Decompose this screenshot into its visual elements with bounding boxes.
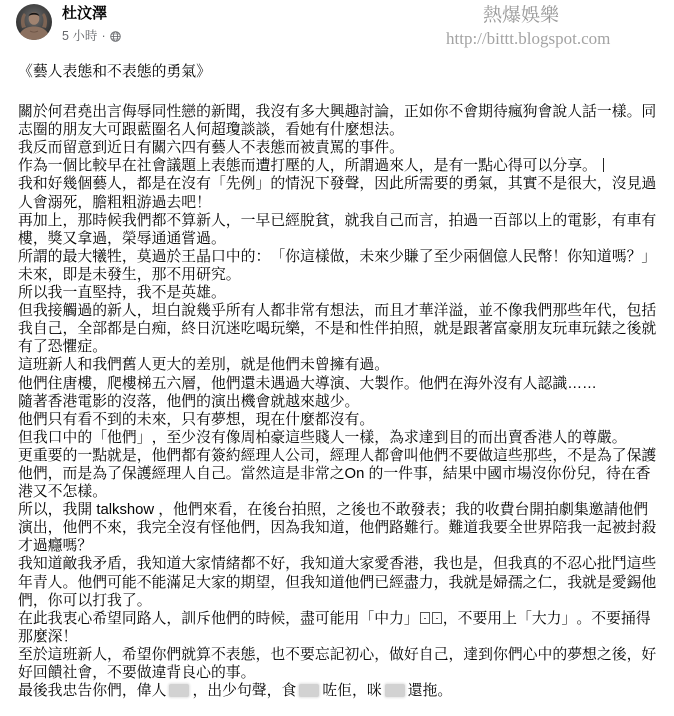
post-paragraph: 所謂的最大犧牲，莫過於王晶口中的：「你這樣做，未來少賺了至少兩個億人民幣！你知道嗎？」: [18, 248, 657, 265]
post-paragraph: [18, 682, 660, 700]
post-paragraph: [18, 610, 660, 646]
post-header: [0, 0, 440, 50]
paragraph-text: 最後我忠告你們，偉人: [18, 683, 167, 700]
post-paragraph: 我反而留意到近日有關六四有藝人不表態而被責罵的事件。: [18, 140, 404, 157]
post-paragraph: 我和好幾個藝人，都是在沒有「先例」的情況下發聲，因此所需要的勇氣，其實不是很大，沒見過人會溺死，膽粗粗游過去吧！: [18, 176, 657, 211]
avatar-photo-icon: [16, 4, 52, 40]
missing-glyph-icon: [420, 612, 430, 624]
text-cursor: [603, 158, 605, 172]
paragraph-text: 還拖。: [407, 683, 453, 700]
post-paragraph: 所以我一直堅持，我不是英雄。: [18, 285, 226, 302]
post-paragraph: 我知道敵我矛盾，我知道大家情緒都不好，我知道大家愛香港，我也是，但我真的不忍心批鬥這些年青人。他們可能不能滿足大家的期望，但我知道他們已經盡力，我就是婦孺之仁，我就是愛錫他們，你可以打我了。: [18, 556, 657, 609]
post-paragraph: 關於何君堯出言侮辱同性戀的新聞，我沒有多大興趣討論，正如你不會期待瘋狗會說人話一樣。同志圈的朋友大可跟藍圈名人何超瓊談談，看她有什麼想法。: [18, 104, 657, 139]
author-name[interactable]: 杜汶澤: [62, 5, 108, 22]
post-timestamp[interactable]: 5 小時: [62, 29, 98, 43]
post-paragraph: 但我口中的「他們」，至少沒有像周柏豪這些賤人一樣，為求達到目的而出賣香港人的尊嚴。: [18, 429, 627, 446]
censored-block: [299, 684, 319, 697]
censored-block: [385, 684, 405, 697]
post-paragraph: 隨著香港電影的沒落，他們的演出機會就越來越少。: [18, 393, 360, 410]
watermark-url: http://bittt.blogspot.com: [446, 29, 611, 48]
globe-icon: [110, 31, 121, 42]
post-paragraph: 所以，我開 talkshow ，他們來看，在後台拍照，之後也不敢發表；我的收費台開拍劇集邀請他們演出，他們不來，我完全沒有怪他們，因為我知道，他們路難行。難道我要全世界陪我一起被封殺才過癮嗎？: [18, 502, 657, 555]
paragraph-text: ，出少句聲，食: [192, 683, 297, 700]
censored-block: [169, 684, 189, 697]
post-paragraph: 但我接觸過的新人，坦白說幾乎所有人都非常有想法，而且才華洋溢，並不像我們那些年代，包括我自己，全部都是白痴，終日沉迷吃喝玩樂，不是和性伴拍照，就是跟著富豪朋友玩車玩錶之後就有了恐懼症。: [18, 303, 657, 356]
post-paragraph: [18, 157, 660, 175]
post-meta: [62, 28, 121, 44]
post-paragraph: 他們只有看不到的未來，只有夢想，現在什麼都沒有。: [18, 411, 375, 428]
paragraph-text: 作為一個比較早在社會議題上表態而遭打壓的人，所謂過來人，是有一點心得可以分享。: [18, 158, 597, 175]
post-paragraph: 至於這班新人，希望你們就算不表態，也不要忘記初心，做好自己，達到你們心中的夢想之後，好好回饋社會，不要做違背良心的事。: [18, 646, 657, 681]
paragraph-text: ，不要用上「大力」。不要捅得那麼深！: [18, 610, 651, 645]
watermark-brand: 熱爆娛樂: [483, 5, 560, 26]
post-paragraph: 未來，即是未發生，那不用研究。: [18, 266, 241, 283]
meta-separator: ·: [101, 29, 106, 43]
missing-glyph-icon: [432, 612, 442, 624]
paragraph-text: 咗佢，咪: [322, 683, 382, 700]
post-paragraph: 他們住唐樓，爬樓梯五六層，他們還未遇過大導演、大製作。他們在海外沒有人認識……: [18, 375, 597, 392]
post-body: [18, 63, 660, 700]
author-avatar[interactable]: [16, 4, 52, 40]
post-paragraph: 再加上，那時候我們都不算新人，一早已經脫貧，就我自己而言，拍過一百部以上的電影，有車有樓，獎又拿過，榮辱通通嘗過。: [18, 212, 657, 247]
paragraph-text: 在此我衷心希望同路人，訓斥他們的時候，盡可能用「中力」: [18, 610, 419, 627]
post-paragraph: 這班新人和我們舊人更大的差別，就是他們未曾擁有過。: [18, 357, 390, 374]
post-paragraph: 更重要的一點就是，他們都有簽約經理人公司，經理人都會叫他們不要做這些那些，不是為了保護他們，而是為了保護經理人自己。當然這是非常之On 的一件事，結果中國市場沒你份兒，待在香港又不怎樣。: [18, 447, 657, 501]
post-title: 《藝人表態和不表態的勇氣》: [18, 64, 211, 80]
